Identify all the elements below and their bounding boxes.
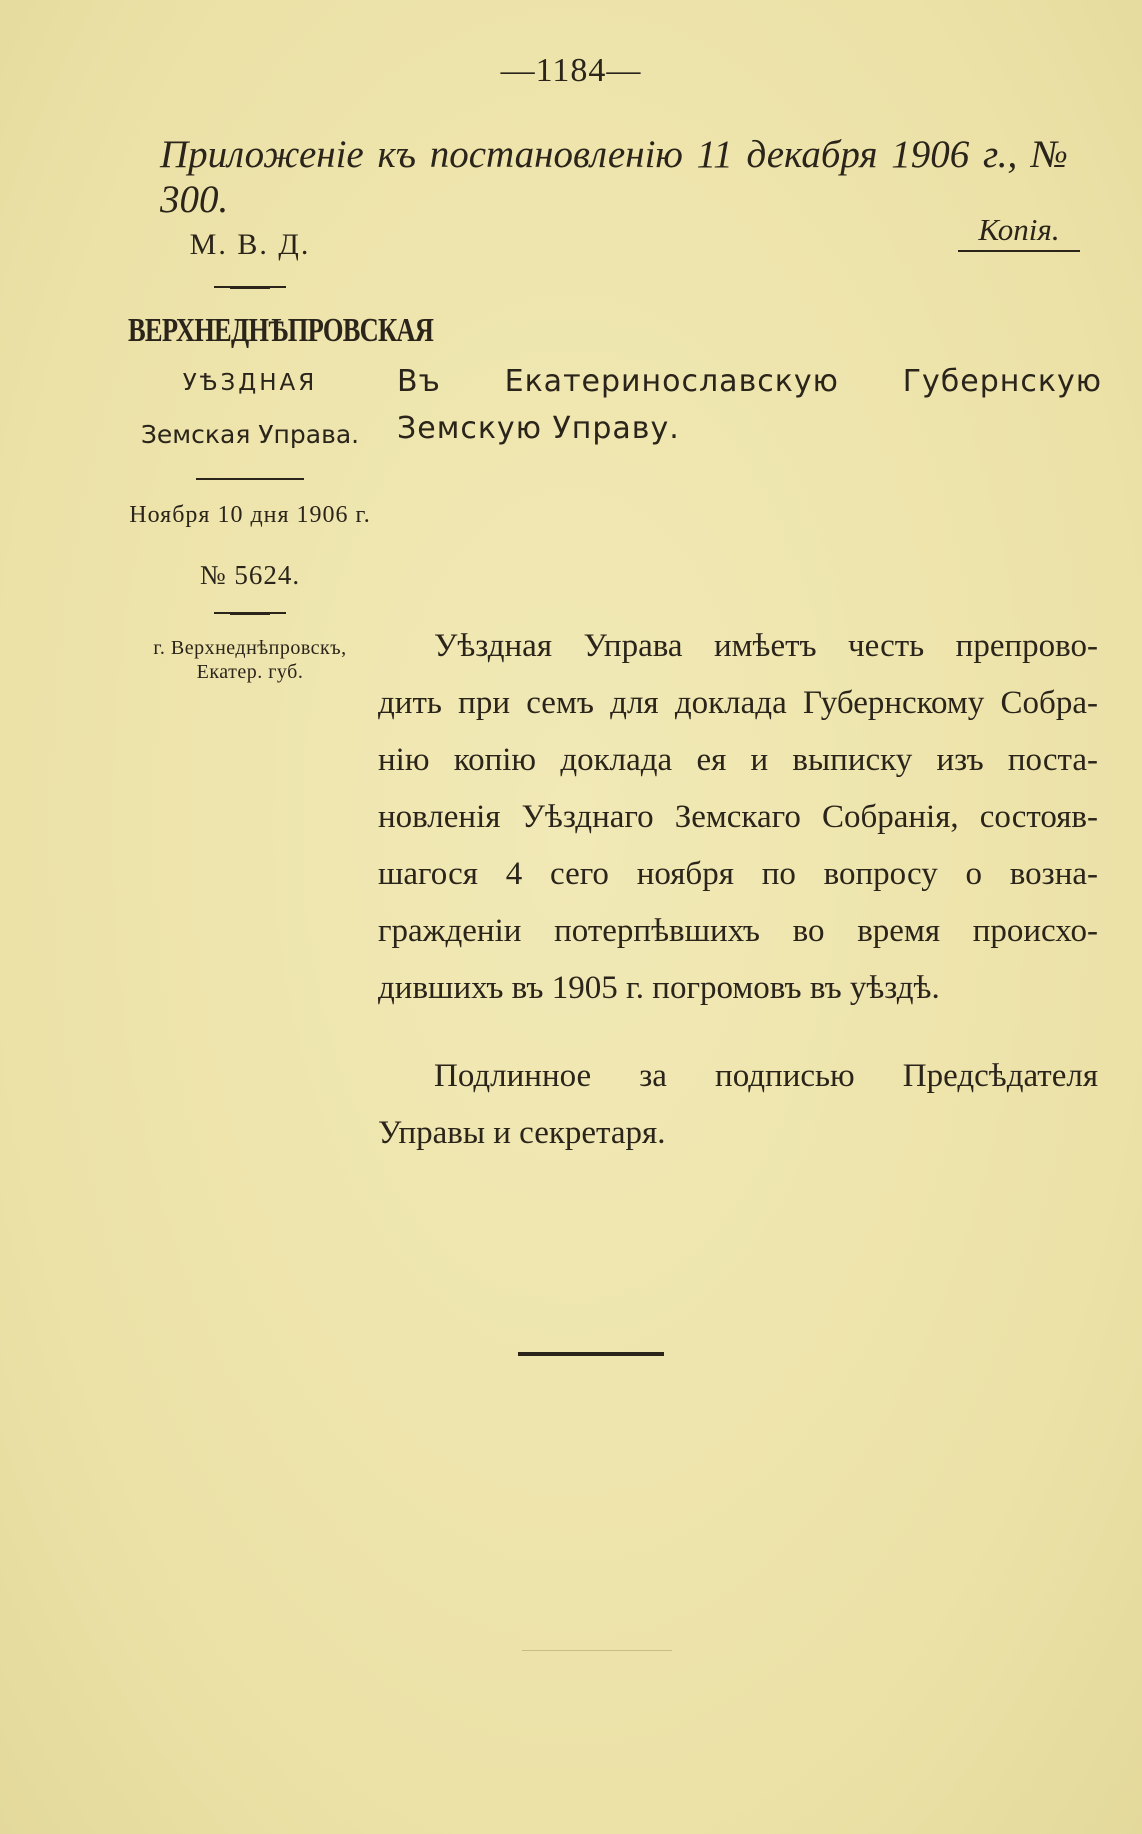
body-line: Уѣздная Управа имѣетъ честь препрово- <box>434 628 1098 664</box>
place-line: г. Верхнеднѣпровскъ, <box>153 637 347 659</box>
signature-line: Подлинное за подписью Предсѣдателя <box>434 1058 1098 1094</box>
body-line: гражденіи потерпѣвшихъ во время происхо- <box>378 913 1098 949</box>
place-line: Екатер. губ. <box>196 661 304 683</box>
addressee-line: Земскую Управу. <box>397 411 680 446</box>
divider <box>80 478 420 492</box>
body-line: нію копію доклада ея и выписку изъ поста- <box>378 742 1098 778</box>
office-name: ВЕРХНЕДНѢПРОВСКАЯ <box>128 312 434 349</box>
office-type: УѢЗДНАЯ <box>182 370 318 396</box>
body-line: шагося 4 сего ноября по вопросу о возна- <box>378 856 1098 892</box>
signature-note <box>378 1048 1098 1162</box>
body-paragraph <box>378 618 1098 1017</box>
letter-number: № 5624. <box>199 560 301 590</box>
copy-mark: Копія. <box>958 212 1080 252</box>
appendix-heading: Приложеніе къ постановленію 11 декабря 1906 г., № 300. <box>160 133 1068 221</box>
addressee <box>397 358 1102 452</box>
letter-date: Ноября 10 дня 1906 г. <box>129 502 371 528</box>
office-subtitle: Земская Управа. <box>140 420 360 449</box>
body-line: дить при семъ для доклада Губернскому Собра- <box>378 685 1098 721</box>
place-of-issue <box>80 636 420 684</box>
divider <box>80 286 420 300</box>
body-line: дившихъ въ 1905 г. погромовъ въ уѣздѣ. <box>378 970 940 1006</box>
addressee-line: Въ Екатеринославскую Губернскую <box>397 364 1102 399</box>
body-line: новленія Уѣзднаго Земскаго Собранія, состояв- <box>378 799 1098 835</box>
page-number: —1184— <box>500 52 642 89</box>
divider <box>80 612 420 626</box>
signature-line: Управы и секретаря. <box>378 1115 666 1151</box>
faint-rule <box>522 1650 672 1651</box>
ministry-abbreviation: М. В. Д. <box>189 228 311 261</box>
end-rule <box>518 1352 664 1356</box>
